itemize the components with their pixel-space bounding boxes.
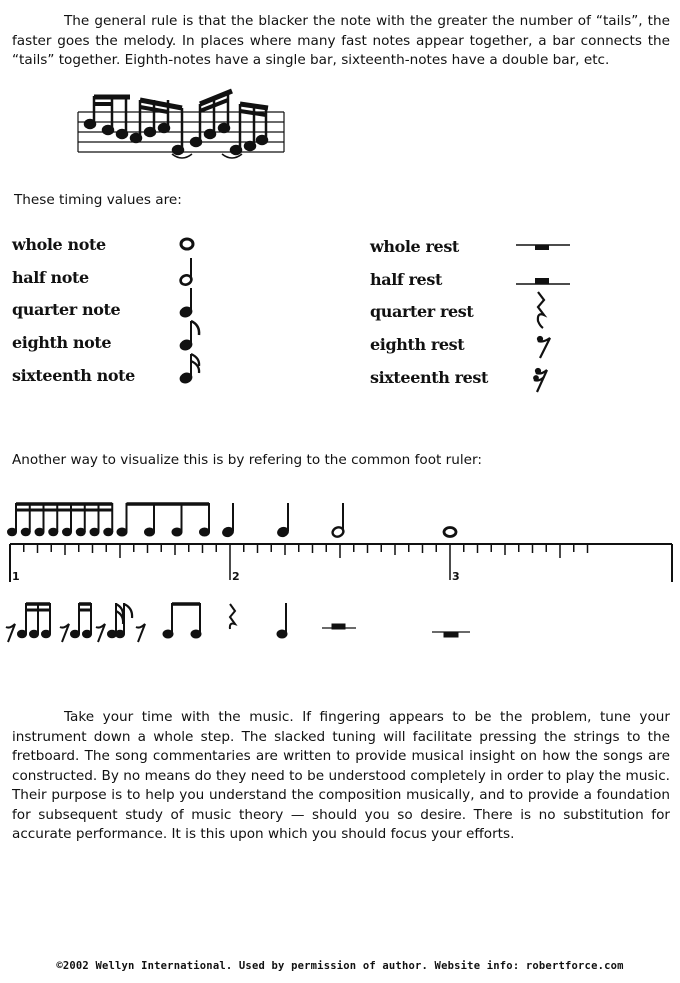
intro-paragraph: The general rule is that the blacker the note with the greater the number of “tails”, the faster goes the melody. In places where many fast notes appear together, a bar connects the “tails” together. Eighth-notes have a single bar, sixteenth-notes have a double bar, etc.	[12, 13, 670, 68]
half-rest-label: half rest	[370, 270, 442, 289]
ruler-top-sixteenth-notes	[8, 503, 113, 536]
sixteenth-rest-label: sixteenth rest	[370, 368, 489, 387]
eighth-note-label: eighth note	[12, 333, 112, 352]
sixteenth-note-label: sixteenth note	[12, 366, 135, 385]
ruler-top-half-note	[331, 503, 344, 538]
ruler-label-1: 1	[12, 570, 20, 583]
ruler-top-whole-note	[444, 528, 456, 537]
whole-rest-label: whole rest	[370, 237, 459, 256]
ruler-bottom-symbols	[6, 603, 470, 642]
ruler-top-quarter-notes	[221, 503, 289, 538]
ruler-top-eighth-notes	[117, 503, 210, 536]
closing-paragraph: Take your time with the music. If fingering appears to be the problem, tune your instrument down a whole step. The slacked tuning will facilitate pressing the strings to the fretboard. The song commentaries are written to provide musical insight on how the songs are constructed. By no means do they need to be understood completely in order to play the music. Their purpose is to help you understand the composition musically, and to provide a foundation for subsequent study of music theory — should you so desire. There is no substitution for accurate performance. It is this upon which you should focus your efforts.	[12, 709, 670, 842]
quarter-rest-label: quarter rest	[370, 302, 474, 321]
copyright-footer: ©2002 Wellyn International. Used by permission of author. Website info: robertforce.com	[56, 960, 624, 972]
foot-ruler	[10, 544, 672, 582]
ruler-intro: Another way to visualize this is by refering to the common foot ruler:	[12, 452, 482, 468]
timing-intro: These timing values are:	[14, 192, 182, 208]
ruler-label-2: 2	[232, 570, 240, 583]
eighth-rest-label: eighth rest	[370, 335, 465, 354]
whole-note-label: whole note	[12, 235, 106, 254]
ruler-label-3: 3	[452, 570, 460, 583]
half-note-label: half note	[12, 268, 89, 287]
quarter-note-label: quarter note	[12, 300, 121, 319]
